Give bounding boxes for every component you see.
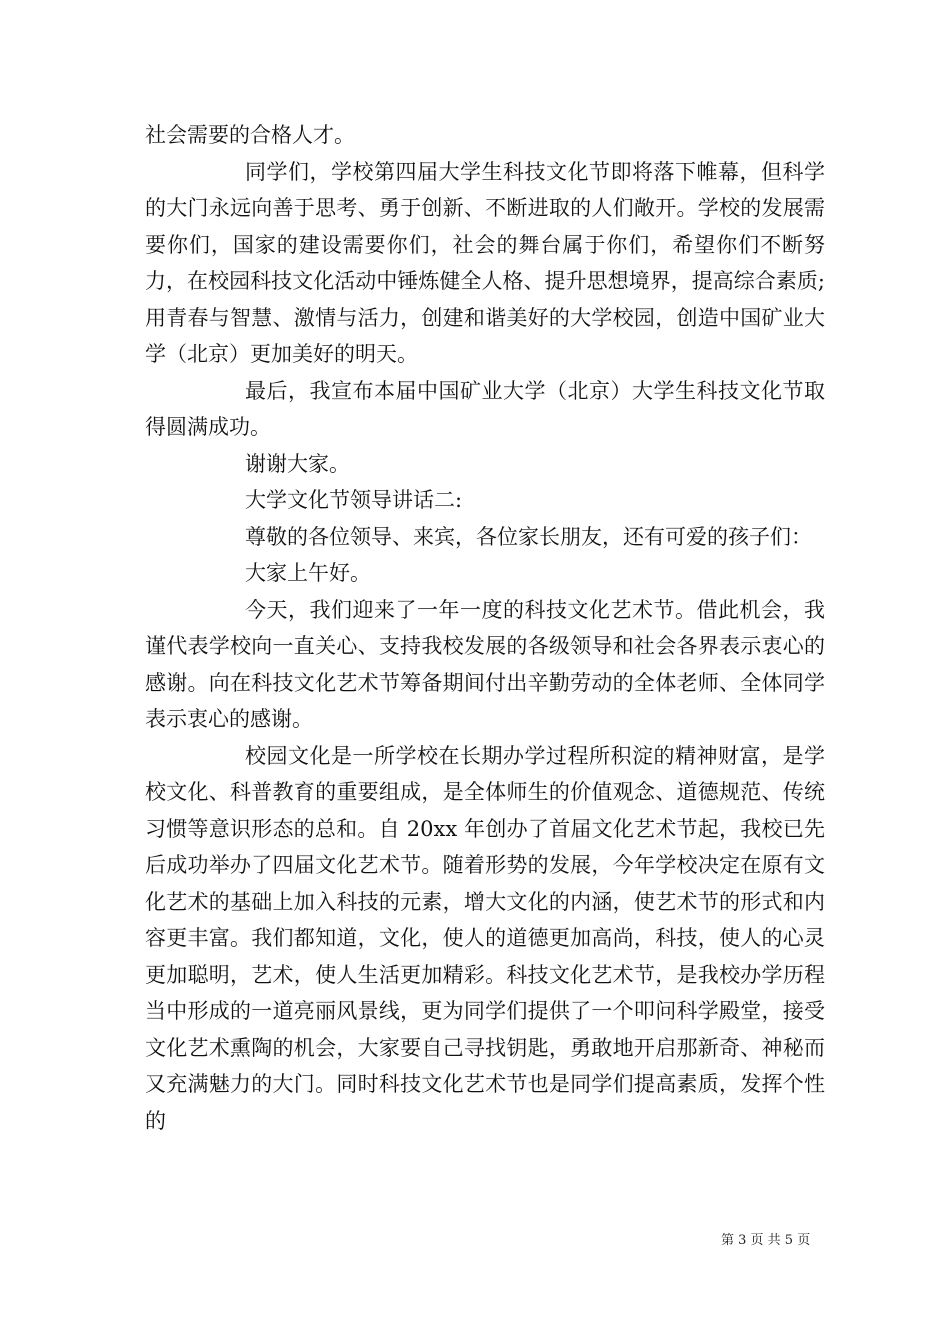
paragraph: 社会需要的合格人才。 [145,123,355,147]
paragraph: 谢谢大家。 [245,451,350,476]
section-heading: 大学文化节领导讲话二: [245,488,463,512]
paragraph: 最后，我宣布本届中国矿业大学（北京）大学生科技文化节取得圆满成功。 [145,378,825,439]
paragraph: 校园文化是一所学校在长期办学过程所积淀的精神财富，是学校文化、科普教育的重要组成，是全体师生的价值观念、道德规范、传统习惯等意识形态的总和。自 20xx 年创办了首届文化艺术节起，我校已先后成功举办了四届文化艺术节。随着形势的发展，今年学校决定在原有文化艺术的基础上加入科技的元素，增大文化的内涵，使艺术节的形式和内容更丰富。我们都知道，文化，使人的道德更加高尚，科技，使人的心灵更加聪明，艺术，使人生活更加精彩。科技文化艺术节，是我校办学历程当中形成的一道亮丽风景线，更为同学们提供了一个叩问科学殿堂，接受文化艺术熏陶的机会，大家要自己寻找钥匙，勇敢地开启那新奇、神秘而又充满魅力的大门。同时科技文化艺术节也是同学们提高素质，发挥个性的 [145,743,825,1133]
document-body [145,117,825,1139]
paragraph: 同学们，学校第四届大学生科技文化节即将落下帷幕，但科学的大门永远向善于思考、勇于创新、不断进取的人们敞开。学校的发展需要你们，国家的建设需要你们，社会的舞台属于你们，希望你们不断努力，在校园科技文化活动中锤炼健全人格、提升思想境界，提高综合素质;用青春与智慧、激情与活力，创建和谐美好的大学校园，创造中国矿业大学（北京）更加美好的明天。 [145,159,825,366]
paragraph: 今天，我们迎来了一年一度的科技文化艺术节。借此机会，我谨代表学校向一直关心、支持我校发展的各级领导和社会各界表示衷心的感谢。向在科技文化艺术节筹备期间付出辛勤劳动的全体老师、全体同学表示衷心的感谢。 [145,597,825,731]
paragraph: 尊敬的各位领导、来宾，各位家长朋友，还有可爱的孩子们： [245,524,812,549]
page-number-footer: 第 3 页 共 5 页 [721,1233,811,1248]
paragraph: 大家上午好。 [245,561,371,585]
